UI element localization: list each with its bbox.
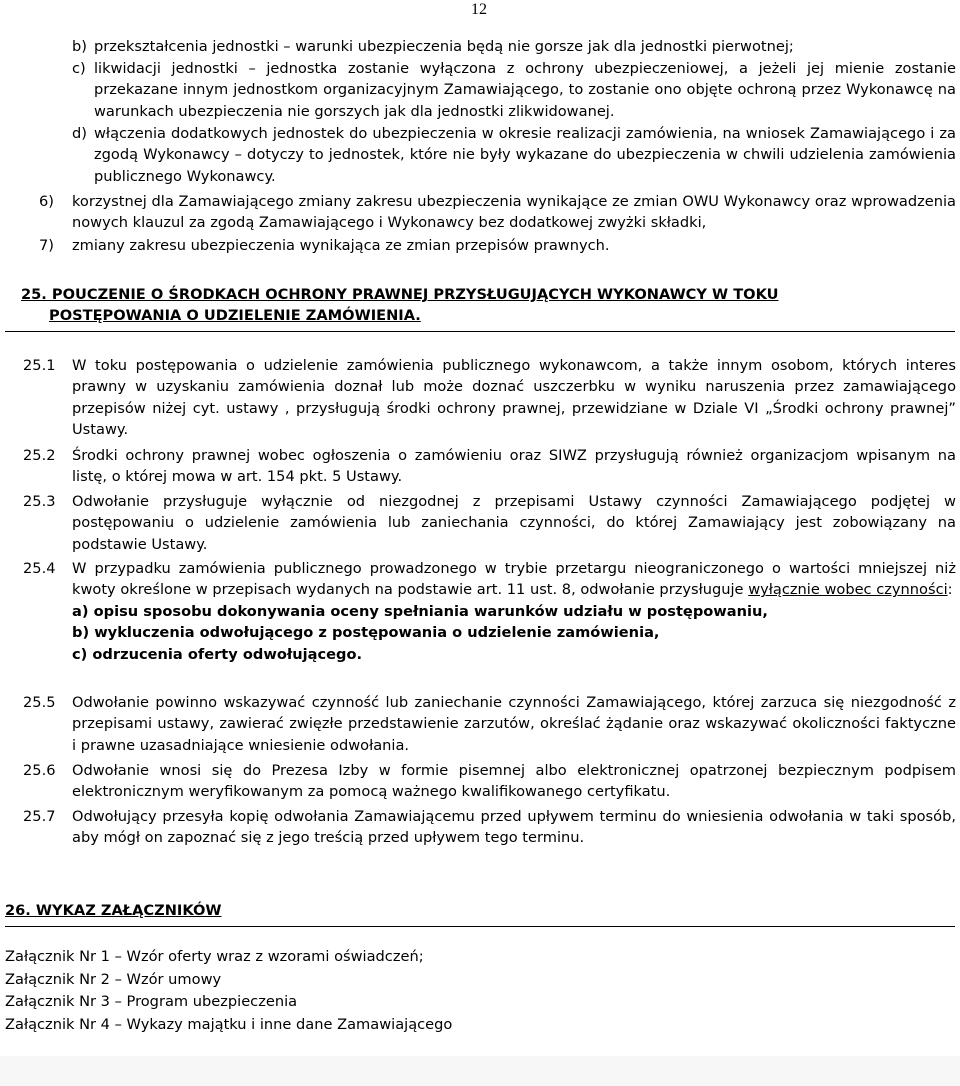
item-25-6-text: Odwołanie wnosi się do Prezesa Izby w formie pisemnej albo elektronicznej opatrzonej bezpiecznym podpisem elektronicznym weryfikowanym za pomocą ważnego kwalifikowanego certyfikatu. — [72, 762, 956, 801]
point-7-text: zmiany zakresu ubezpieczenia wynikająca ze zmian przepisów prawnych. — [72, 237, 610, 254]
item-d-label: d) — [72, 125, 87, 142]
page-footer-band — [0, 1056, 960, 1086]
page-number: 12 — [471, 1, 487, 18]
attachments-list — [5, 946, 905, 1036]
item-25-6 — [23, 760, 956, 803]
item-b — [72, 36, 896, 57]
item-25-4-colon: : — [947, 581, 953, 599]
item-25-7 — [23, 806, 956, 849]
point-6-text: korzystnej dla Zamawiającego zmiany zakresu ubezpieczenia wynikające ze zmian OWU Wykonawcy oraz wprowadzenia nowych klauzul za zgodą Zamawiającego i Wykonawcy bez dodatkowej zwyżki składki, — [72, 193, 956, 232]
item-25-4-number: 25.4 — [23, 560, 56, 577]
item-25-2-text: Środki ochrony prawnej wobec ogłoszenia o zamówieniu oraz SIWZ przysługują również organizacjom wpisanym na listę, o której mowa w art. 154 pkt. 5 Ustawy. — [72, 447, 956, 486]
item-25-7-text: Odwołujący przesyła kopię odwołania Zamawiającemu przed upływem terminu do wniesienia odwołania w taki sposób, aby mógł on zapoznać się z jego treścią przed upływem tego terminu. — [72, 808, 956, 847]
item-25-2-number: 25.2 — [23, 447, 56, 464]
item-25-2 — [23, 445, 956, 488]
section-25-heading-line1: 25. POUCZENIE O ŚRODKACH OCHRONY PRAWNEJ PRZYSŁUGUJĄCYCH WYKONAWCY W TOKU — [21, 286, 779, 303]
attachment-item: Załącznik Nr 4 – Wykazy majątku i inne dane Zamawiającego — [5, 1015, 453, 1033]
item-25-5-number: 25.5 — [23, 694, 56, 711]
section-25-heading — [5, 284, 955, 332]
item-c-label: c) — [72, 60, 86, 77]
item-25-5 — [23, 692, 956, 756]
attachment-item: Załącznik Nr 3 – Program ubezpieczenia — [5, 993, 298, 1010]
item-25-4-text: W przypadku zamówienia publicznego prowadzonego w trybie przetargu nieograniczonego o wartości mniejszej niż kwoty określone w przepisach wydanych na podstawie art. 11 ust. 8, odwołanie przysługuje — [72, 560, 956, 599]
attachment-item: Załącznik Nr 2 – Wzór umowy — [5, 970, 222, 988]
point-6 — [39, 191, 956, 234]
item-c-text: likwidacji jednostki – jednostka zostanie wyłączona z ochrony ubezpieczeniowej, a jeżeli jej mienie zostanie przekazane innym jednostkom organizacyjnym Zamawiającego, to zostanie ono objęte ochroną przez Wykonawcę na warunkach ubezpieczenia nie gorszych jak dla jednostki zlikwidowanej. — [94, 60, 956, 120]
item-25-5-text: Odwołanie powinno wskazywać czynność lub zaniechanie czynności Zamawiającego, której zarzuca się niezgodność z przepisami ustawy, zawierać zwięzłe przedstawienie zarzutów, określać żądanie oraz wskazywać okoliczności faktyczne i prawne uzasadniające wniesienie odwołania. — [72, 694, 956, 754]
item-25-3-number: 25.3 — [23, 493, 56, 510]
point-7 — [39, 235, 956, 256]
item-25-7-number: 25.7 — [23, 808, 56, 825]
point-6-label: 6) — [39, 193, 54, 210]
point-7-label: 7) — [39, 237, 54, 254]
item-25-4-sub-c: c) odrzucenia oferty odwołującego. — [72, 645, 363, 663]
item-25-4 — [23, 558, 956, 665]
item-d-text: włączenia dodatkowych jednostek do ubezpieczenia w okresie realizacji zamówienia, na wniosek Zamawiającego i za zgodą Wykonawcy – dotyczy to jednostek, które nie były wykazane do ubezpieczenia w chwili udzielenia zamówienia publicznego Wykonawcy. — [94, 125, 956, 185]
item-d — [72, 123, 956, 187]
item-c — [72, 58, 956, 122]
section-26-heading — [5, 900, 955, 927]
item-25-4-sub-b: b) wykluczenia odwołującego z postępowania o udzielenie zamówienia, — [72, 624, 660, 642]
item-25-4-sub-a: a) opisu sposobu dokonywania oceny spełniania warunków udziału w postępowaniu, — [72, 602, 768, 620]
item-25-1-text: W toku postępowania o udzielenie zamówienia publicznego wykonawcom, a także innym osobom, których interes prawny w uzyskaniu zamówienia doznał lub może doznać uszczerbku w wyniku naruszenia przez zamawiającego przepisów niżej cyt. ustawy , przysługują środki ochrony prawnej, przewidziane w Dziale VI „Środki ochrony prawnej” Ustawy. — [72, 357, 956, 439]
item-25-1-number: 25.1 — [23, 357, 56, 374]
item-25-1 — [23, 355, 956, 441]
section-26-heading-text: 26. WYKAZ ZAŁĄCZNIKÓW — [5, 902, 222, 919]
item-b-text: przekształcenia jednostki – warunki ubezpieczenia będą nie gorsze jak dla jednostki pierwotnej; — [94, 38, 794, 55]
attachment-item: Załącznik Nr 1 – Wzór oferty wraz z wzorami oświadczeń; — [5, 948, 424, 965]
item-25-3-text: Odwołanie przysługuje wyłącznie od niezgodnej z przepisami Ustawy czynności Zamawiającego podjętej w postępowaniu o udzielenie zamówienia lub zaniechania czynności, do której Zamawiający jest zobowiązany na podstawie Ustawy. — [72, 493, 956, 553]
item-25-3 — [23, 491, 956, 555]
item-b-label: b) — [72, 38, 87, 55]
item-25-6-number: 25.6 — [23, 762, 56, 779]
section-25-heading-line2: POSTĘPOWANIA O UDZIELENIE ZAMÓWIENIA. — [49, 307, 421, 325]
item-25-4-underlined: wyłącznie wobec czynności — [748, 581, 948, 599]
item-25-4-body — [72, 558, 956, 665]
